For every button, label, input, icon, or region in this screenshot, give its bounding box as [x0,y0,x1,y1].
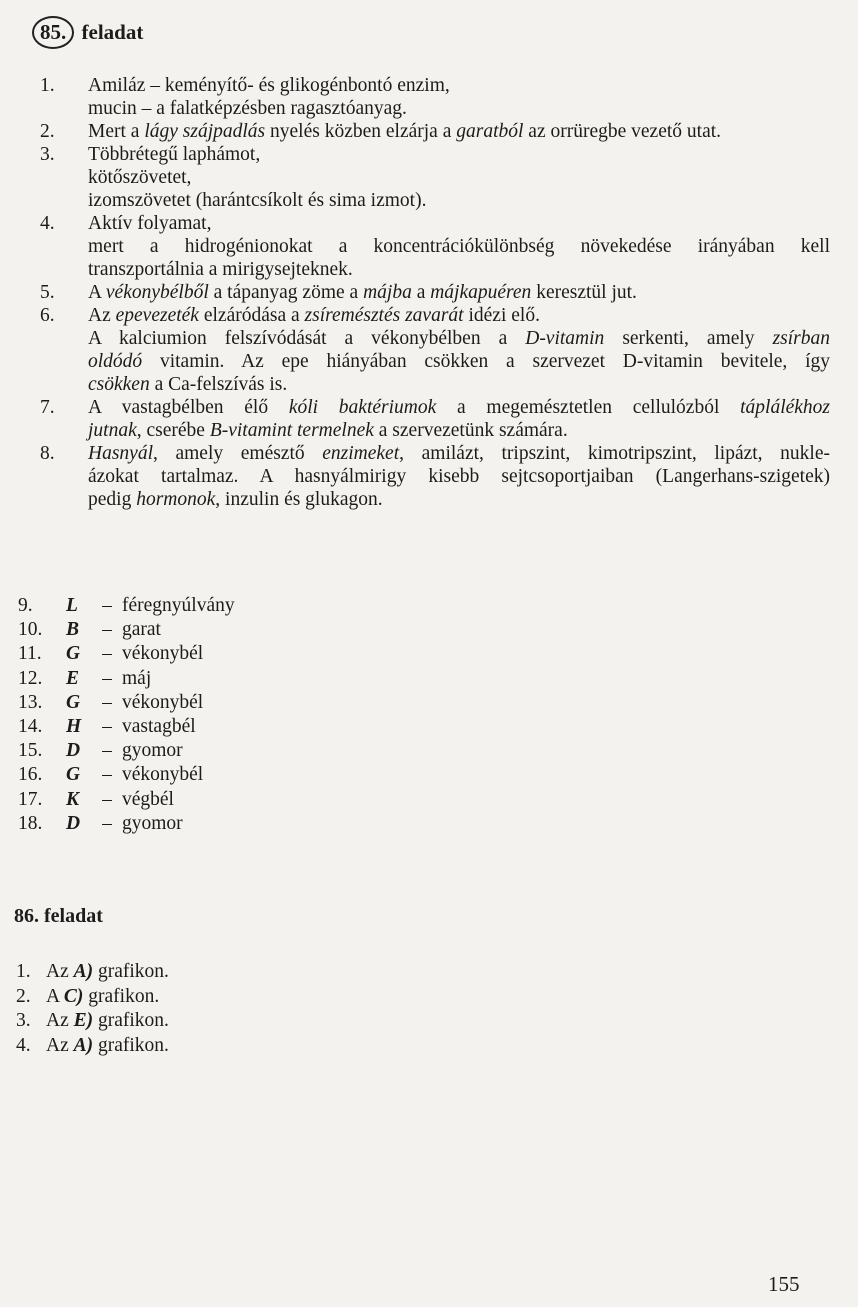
list-item: 6. Az epevezeték elzáródása a zsíremésztés zavarát idézi elő. A kalciumion felszívódását a vékonybélben a D-vitamin serkenti, amely zsírban oldódó vitamin. Az epe hiányában csökken a szervezet D-vitamin bevitele, így csökken a Ca-felszívás is. [40,305,830,395]
task-85-heading [32,16,143,49]
list-item: 17. K – végbél [18,788,174,810]
list-item: 14. H – vastagbél [18,716,196,738]
list-item: 18. D – gyomor [18,812,183,834]
list-item: 8. Hasnyál, amely emésztő enzimeket, amilázt, tripszint, kimotripszint, lipázt, nukle- ázokat tartalmaz. A hasnyálmirigy kisebb sejtcsoportjaiban (Langerhans-szigetek) pedig hormonok, inzulin és glukagon. [40,443,830,510]
list-item: 1. Az A) grafikon. [16,961,169,982]
list-item: 16. G – vékonybél [18,764,204,786]
page-number: 155 [768,1272,800,1296]
list-item: 7. A vastagbélben élő kóli baktériumok a megemésztetlen cellulózból táplálékhoz jutnak, cserébe B-vitamint termelnek a szervezetünk számára. [40,397,831,441]
list-item: 4. Aktív folyamat, mert a hidrogénionokat a koncentrációkülönbség növekedése irányában kell transzportálnia a mirigysejteknek. [40,213,830,280]
list-item: 2. A C) grafikon. [16,985,160,1007]
list-item: 15. D – gyomor [18,740,183,762]
list-item: 12. E – máj [18,667,152,689]
list-item: 9. L – féregnyúlvány [18,595,235,616]
list-item: 4. Az A) grafikon. [16,1034,169,1056]
list-item: 3. Többrétegű laphámot, kötőszövetet, izomszövetet (harántcsíkolt és sima izmot). [40,144,427,211]
list-item: 3. Az E) grafikon. [16,1010,169,1031]
task-title: feladat [81,20,144,44]
list-item: 10. B – garat [18,619,161,641]
circled-number: 85. [32,16,74,49]
list-item: 1. Amiláz – keményítő- és glikogénbontó enzim, mucin – a falatképzésben ragasztóanyag. [40,75,450,119]
list-item: 5. A vékonybélből a tápanyag zöme a májba a májkapuéren keresztül jut. [40,282,637,303]
task-86-list [16,960,169,1058]
task-85-list [40,74,830,511]
task-85-pairs [18,594,235,836]
task-86-heading: 86. feladat [14,905,103,927]
list-item: 11. G – vékonybél [18,643,204,665]
list-item: 2. Mert a lágy szájpadlás nyelés közben elzárja a garatból az orrüregbe vezető utat. [40,121,722,142]
list-item: 13. G – vékonybél [18,691,204,713]
